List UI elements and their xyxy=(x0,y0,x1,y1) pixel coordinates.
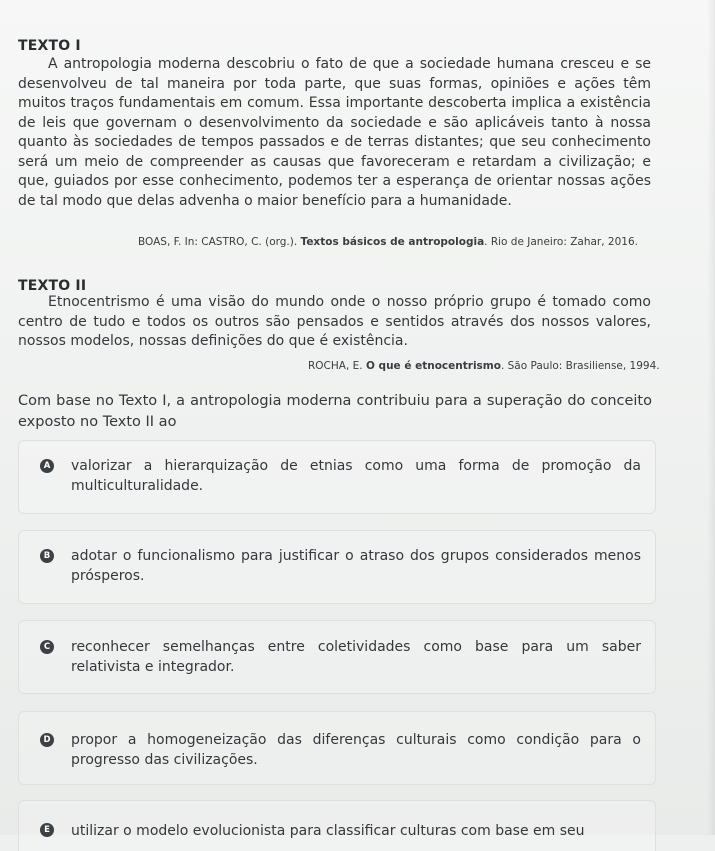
texto2-heading: TEXTO II xyxy=(18,278,87,294)
option-b-letter-badge: B xyxy=(40,549,54,563)
texto2-paragraph: Etnocentrismo é uma visão do mundo onde o nosso próprio grupo é tomado como centro de tudo e todos os outros são pensados e sentidos através dos nossos valores, nossos modelos, nossas definições do que é existência. xyxy=(18,294,651,349)
texto2-source-suffix: . São Paulo: Brasiliense, 1994. xyxy=(500,360,660,372)
texto2-source-prefix: ROCHA, E. xyxy=(308,360,366,372)
texto1-source xyxy=(138,236,638,248)
texto1-source-prefix: BOAS, F. In: CASTRO, C. (org.). xyxy=(138,236,301,248)
option-e-text: utilizar o modelo evolucionista para classificar culturas com base em seu xyxy=(71,823,585,839)
texto2-source xyxy=(308,360,660,372)
texto1-source-suffix: . Rio de Janeiro: Zahar, 2016. xyxy=(484,236,638,248)
texto1-source-title: Textos básicos de antropologia xyxy=(300,236,485,248)
option-a[interactable] xyxy=(18,440,656,514)
texto1-paragraph: A antropologia moderna descobriu o fato de que a sociedade humana cresceu e se desenvolveu de tal maneira por toda parte, que suas formas, opiniões e ações têm muitos traços fundamentais em comum. Essa importante descoberta implica a existência de leis que governam o desenvolvimento da sociedade e são aplicáveis tanto à nossa quanto às sociedades de tempos passados e de terras distantes; que seu conhecimento será um meio de compreender as causas que favoreceram e retardam a civilização; e que, guiados por esse conhecimento, podemos ter a esperança de orientar nossas ações de tal modo que delas advenha o maior benefício para a humanidade. xyxy=(18,56,651,209)
question-stem: Com base no Texto I, a antropologia moderna contribuiu para a superação do conceito exposto no Texto II ao xyxy=(18,393,652,430)
page-edge-shadow xyxy=(707,0,715,835)
texto1-heading: TEXTO I xyxy=(18,38,81,54)
option-e[interactable] xyxy=(18,800,656,851)
option-d-letter-badge: D xyxy=(40,733,54,747)
option-c-letter-badge: C xyxy=(40,640,54,654)
option-b[interactable] xyxy=(18,530,656,604)
option-d[interactable] xyxy=(18,711,656,785)
option-b-text: adotar o funcionalismo para justificar o atraso dos grupos considerados menos prósperos. xyxy=(71,548,641,584)
option-c[interactable] xyxy=(18,620,656,694)
option-d-text: propor a homogeneização das diferenças culturais como condição para o progresso das civilizações. xyxy=(71,732,641,768)
texto2-source-title: O que é etnocentrismo xyxy=(365,360,501,372)
option-e-letter-badge: E xyxy=(40,823,54,837)
option-c-text: reconhecer semelhanças entre coletividades como base para um saber relativista e integrador. xyxy=(71,639,641,675)
option-a-letter-badge: A xyxy=(40,459,54,473)
option-a-text: valorizar a hierarquização de etnias como uma forma de promoção da multiculturalidade. xyxy=(71,458,641,494)
